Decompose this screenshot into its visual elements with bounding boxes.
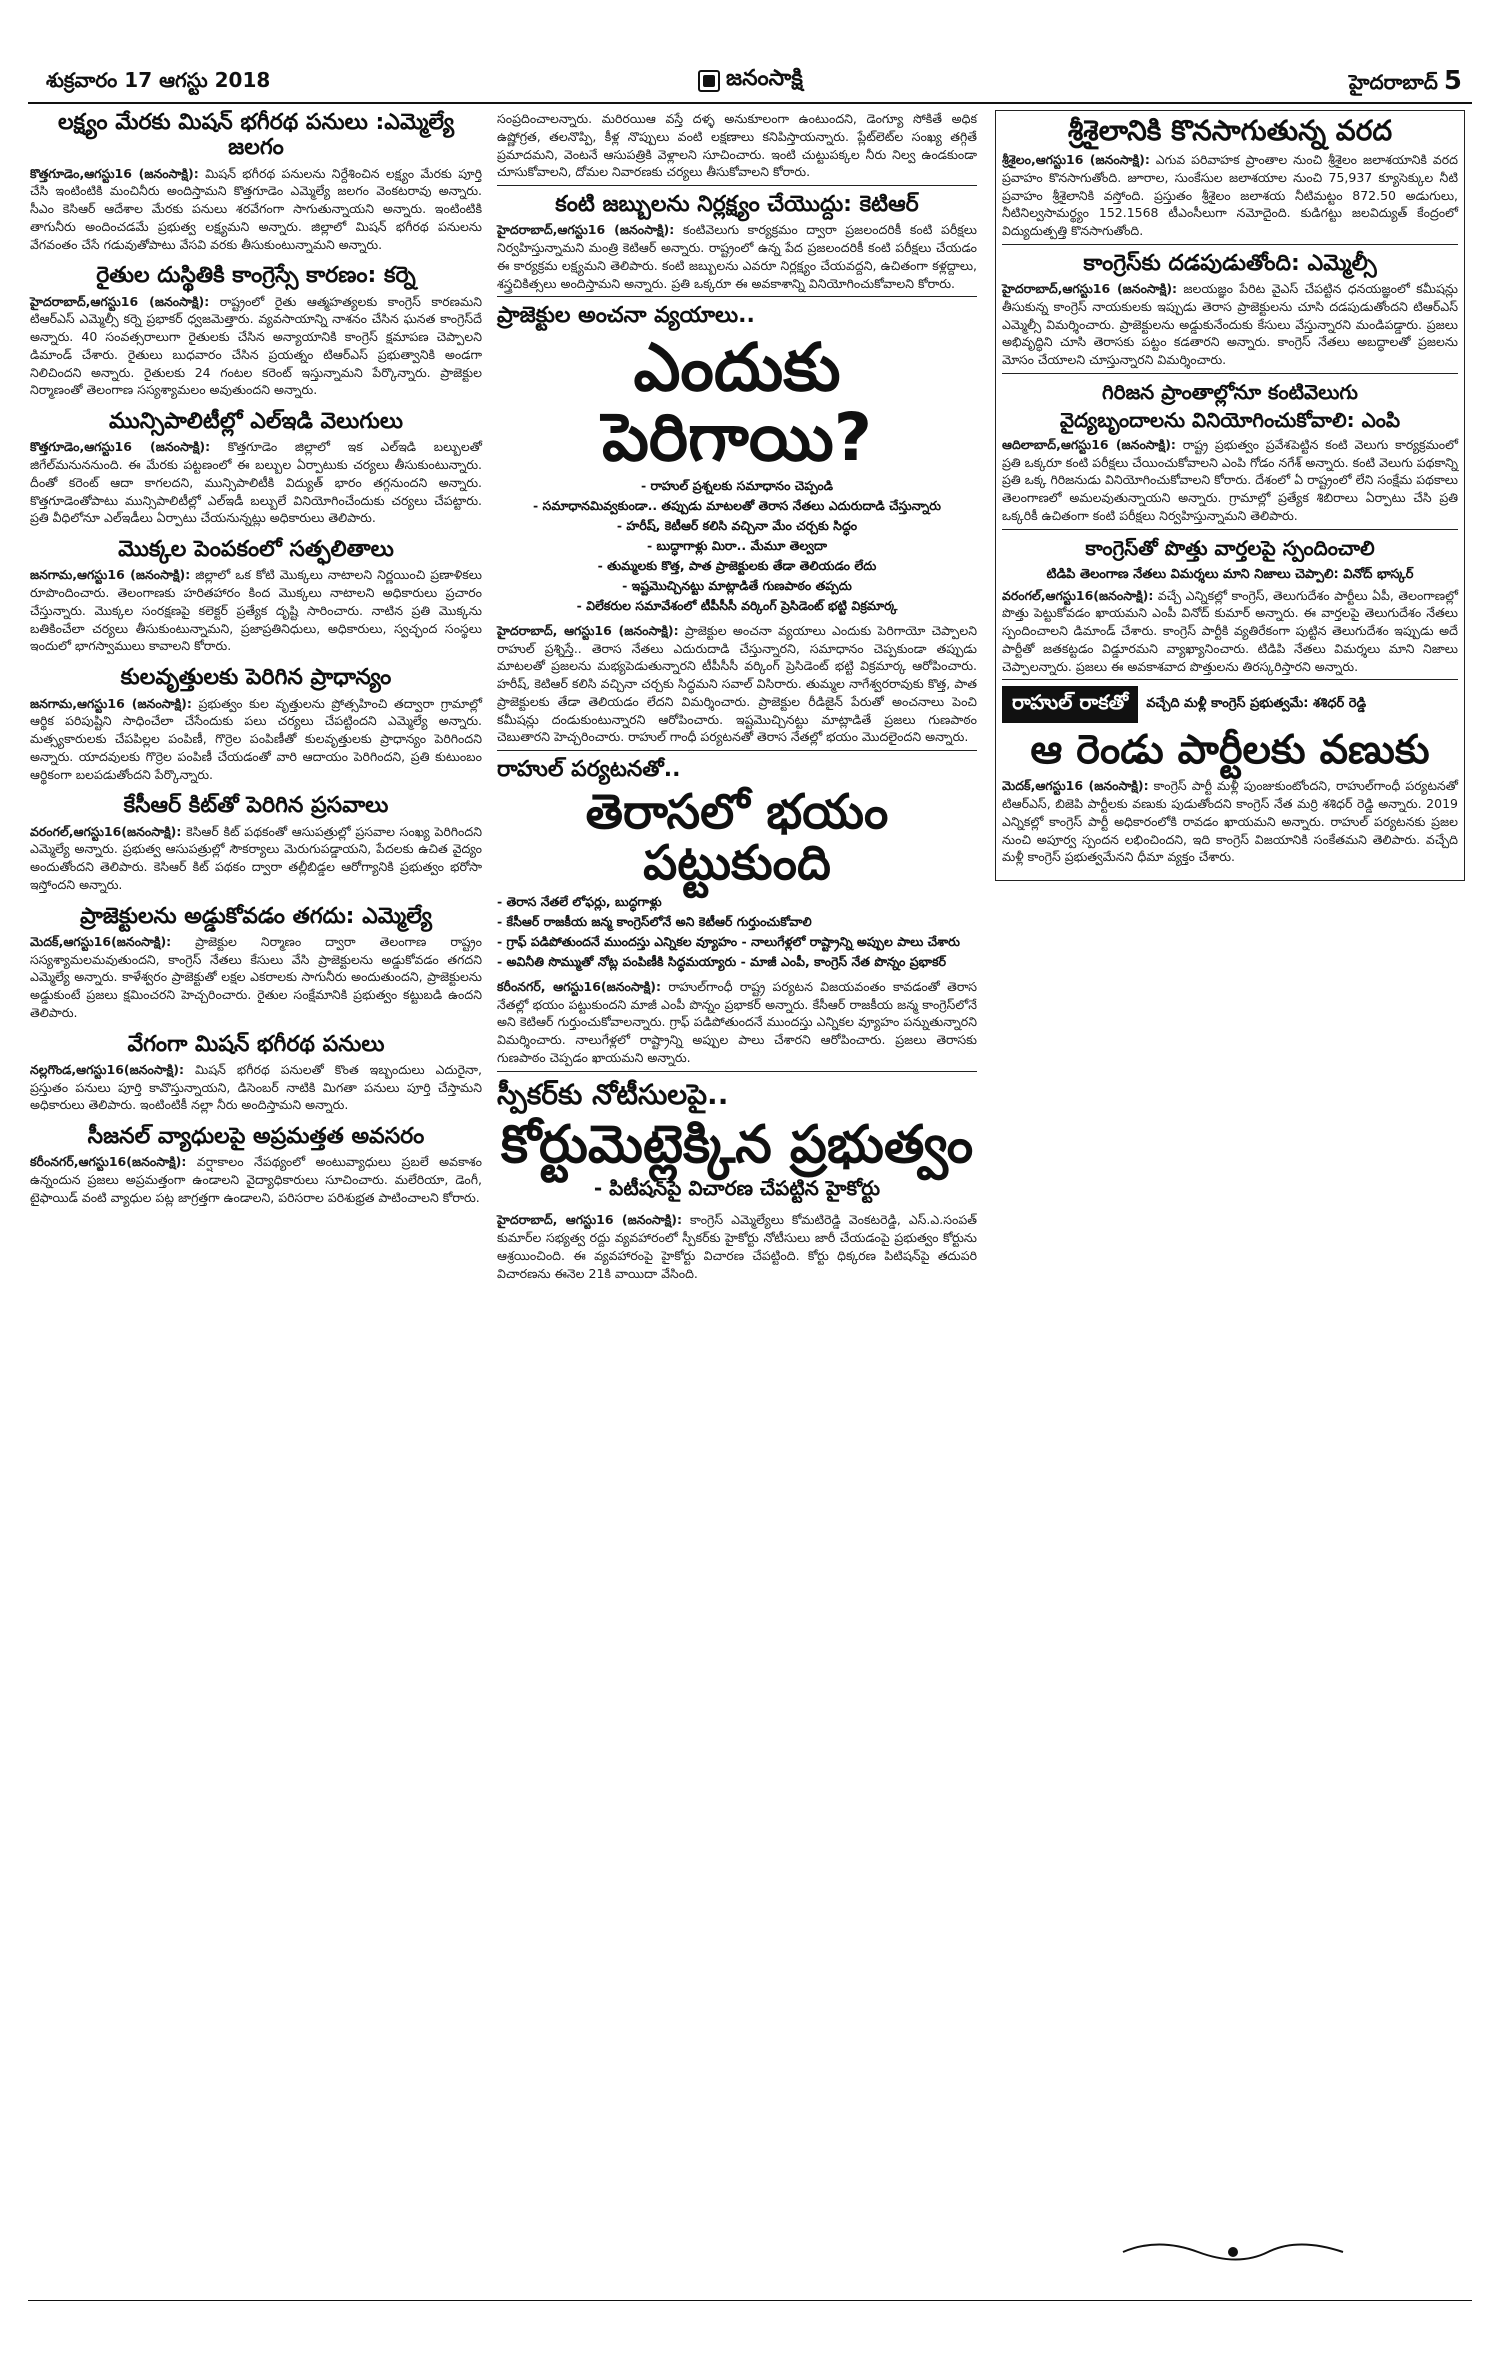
dateline: కరీంనగర్‌,ఆగస్టు16(జనంసాక్షి): [30,1154,187,1170]
kicker: స్పీకర్‌కు నోటీసులపై.. [497,1077,729,1111]
article-text: ప్రాజెక్టుల నిర్మాణం ద్వారా తెలంగాణ రాష్ట్రం సస్యశ్యామలమవుతుందని, కాంగ్రెస్‌ నేతలు కేసులు వేసి ప్రాజెక్టులను అడ్డుకోవడం తగదని ఎమ్మెల్యే అన్నారు. కాళేశ్వరం ప్రాజెక్టుతో లక్షల ఎకరాలకు సాగునీరు అందుతుందని, ప్రాజెక్టులను అడ్డుకుంటే ప్రజలు క్షమించరని హెచ్చరించారు. రైతుల సంక్షేమానికి ప్రభుత్వం కట్టుబడి ఉందని తెలిపారు. [30,933,482,1020]
article-continued [497,110,977,186]
article-body [30,933,482,1022]
dateline: జనగామ,ఆగస్టు16 (జనంసాక్షి): [30,567,191,583]
article-body [30,165,482,254]
article-kantivelugu [1002,380,1458,530]
bullet: - తుమ్మలకు కొత్త, పాత ప్రాజెక్టులకు తేడా తెలియడం లేదు [597,557,877,573]
article-text: వర్షాకాలం నేపథ్యంలో అంటువ్యాధులు ప్రబలే అవకాశం ఉన్నందున ప్రజలు అప్రమత్తంగా ఉండాలని వైద్యాధికారులు సూచించారు. మలేరియా, డెంగీ, టైఫాయిడ్‌ వంటి వ్యాధుల పట్ల జాగ్రత్తగా ఉండాలని, పరిసరాల పరిశుభ్రత పాటించాలని కోరారు. [30,1154,482,1205]
article-body [497,221,977,292]
headline: ఎందుకు పెరిగాయి? [601,329,872,476]
dateline: హైదరాబాద్‌, ఆగస్టు16 (జనంసాక్షి): [497,1212,682,1228]
headline: కోర్టుమెట్లెక్కిన ప్రభుత్వం [500,1114,974,1175]
dateline: హైదరాబాద్‌,ఆగస్టు16 (జనంసాక్షి): [1002,281,1178,297]
article-text: ప్రభుత్వం కుల వృత్తులను ప్రోత్సహించి తద్వారా గ్రామాల్లో ఆర్థిక పరిపుష్టిని సాధించేలా చేసేందుకు పలు చర్యలు చేపట్టిందని ఎమ్మెల్యే అన్నారు. మత్స్యకారులకు చేపపిల్లల పంపిణీ, గొర్రెల పంపిణీతో కులవృత్తులకు ప్రాధాన్యం పెరిగిందని అన్నారు. యాదవులకు గొర్రెల పంపిణీ చేయడంతో వారి ఆదాయం పెరిగిందని, ప్రతి కుటుంబం ఆర్థికంగా బలపడుతోందని పేర్కొన్నారు. [30,695,482,782]
article-text: ఎగువ పరివాహక ప్రాంతాల నుంచి శ్రీశైలం జలాశయానికి వరద ప్రవాహం కొనసాగుతోంది. జూరాల, సుంకేసుల జలాశయాల నుంచి 75,937 క్యూసెక్కుల నీటి ప్రవాహం శ్రీశైలానికి వస్తోంది. ప్రస్తుతం శ్రీశైలం జలాశయ నీటిమట్టం 872.50 అడుగులు, నీటినిల్వసామర్థ్యం 152.1568 టీఎంసీలుగా నమోదైంది. కుడిగట్టు జలవిద్యుత్‌ కేంద్రంలో విద్యుదుత్పత్తి కొనసాగుతోంది. [1002,152,1458,239]
bullet-list [497,892,977,972]
article-text: కెసిఆర్‌ కిట్‌ పథకంతో ఆసుపత్రుల్లో ప్రసవాల సంఖ్య పెరిగిందని ఎమ్మెల్యే అన్నారు. ప్రభుత్వ ఆసుపత్రుల్లో సౌకర్యాలు మెరుగుపడ్డాయని, పేదలకు ఉచిత వైద్యం అందుతోందని తెలిపారు. కెసిఆర్‌ కిట్‌ పథకం ద్వారా తల్లీబిడ్డల ఆరోగ్యానికి ప్రభుత్వం భరోసా ఇస్తోందని అన్నారు. [30,823,482,892]
article-led [30,409,482,527]
rahul-header [1002,686,1458,723]
article-body [30,1061,482,1114]
bullet: - కేసీఆర్‌ రాజకీయ జన్మ కాంగ్రెస్‌లోనే అని కెటీఆర్‌ గుర్తుంచుకోవాలి [497,913,812,929]
article-body [30,695,482,784]
article-body [1002,436,1458,525]
headline: ప్రాజెక్టులను అడ్డుకోవడం తగదు: ఎమ్మెల్యే [80,903,432,929]
headline: తెరాసలో భయం పట్టుకుంది [585,784,889,891]
kicker: రాహుల్‌ పర్యటనతో.. [497,757,681,783]
bullet: - విలేకరుల సమావేశంలో టీపీసీసీ వర్కింగ్‌ ప్రెసిడెంట్‌ భట్టి విక్రమార్క [576,597,898,613]
logo-text: జనంసాక్షి [726,66,803,91]
bullet-list [497,476,977,616]
headline: కాంగ్రెస్‌కు దడపుడుతోంది: ఎమ్మెల్సీ [1083,250,1377,276]
dateline: వరంగల్‌,ఆగస్టు16(జనంసాక్షి): [1002,587,1154,603]
headline: సీజనల్‌ వ్యాధులపై అప్రమత్తత అవసరం [87,1124,425,1150]
edition-city [1349,66,1462,99]
page-number: 5 [1443,66,1462,96]
dateline: వరంగల్‌,ఆగస్టు16(జనంసాక్షి): [30,823,182,839]
bullet: - తెరాస నేతలే లోఫర్లు, బుద్ధగాళ్లు [497,893,662,909]
article-plantation [30,537,482,655]
column-middle [497,110,977,1292]
article-alliance [1002,536,1458,681]
masthead [28,60,1472,104]
dateline: ఆదిలాబాద్‌,ఆగస్టు16 (జనంసాక్షి): [1002,436,1176,452]
article-rahul-visit [1002,686,1458,866]
dateline: హైదరాబాద్‌,ఆగస్టు16 (జనంసాక్షి): [30,293,210,309]
dateline: మెదక్‌,ఆగస్టు16(జనంసాక్షి): [30,933,172,949]
dateline: శ్రీశైలం,ఆగస్టు16 (జనంసాక్షి): [1002,152,1150,168]
article-body [1002,587,1458,676]
article-body [30,1153,482,1206]
subheadline: వచ్చేది మళ్లీ కాంగ్రెస్‌ ప్రభుత్వమే: శశిధర్‌ రెడ్డి [1146,695,1367,711]
newspaper-logo [698,66,803,96]
article-caste-occupations [30,665,482,783]
bullet: - గ్రాఫ్‌ పడిపోతుందనే ముందస్తు ఎన్నికల వ్యూహం - నాలుగేళ్లలో రాష్ట్రాన్ని అప్పుల పాలు చేశారు [497,933,960,949]
article-body [30,438,482,527]
article-text: ప్రాజెక్టుల అంచనా వ్యయాలు ఎందుకు పెరిగాయో చెప్పాలని రాహుల్‌ ప్రశ్నిస్తే.. తెరాస నేతలు ఎదురుదాడి చేస్తున్నారని, సమాధానం చెప్పకుండా తప్పుడు మాటలతో ప్రజలను మభ్యపెడుతున్నారని టీపీసీసీ వర్కింగ్‌ ప్రెసిడెంట్‌ భట్టి విక్రమార్క ఆరోపించారు. హరీష్‌, కెటిఆర్‌ కలిసి వచ్చినా చర్చకు సిద్ధమని సవాల్‌ విసిరారు. తుమ్మల నాగేశ్వరరావుకు కొత్త, పాత ప్రాజెక్టులకు తేడా తెలియడం లేదని విమర్శించారు. ప్రాజెక్టుల రీడిజైన్‌ పేరుతో అంచనాలు పెంచి కమీషన్లు దండుకుంటున్నారని ఆరోపించారు. ఇష్టమొచ్చినట్టు మాట్లాడితే ప్రజలు గుణపాఠం చెబుతారని హెచ్చరించారు. రాహుల్‌ గాంధీ పర్యటనతో తెరాస నేతల్లో భయం మొదలైందని అన్నారు. [497,622,977,745]
dateline: హైదరాబాద్‌, ఆగస్టు16 (జనంసాక్షి): [497,622,679,638]
article-text: మిషన్‌ భగీరథ పనులతో కొంత ఇబ్బందులు ఎదురైనా, ప్రస్తుతం పనులు పూర్తి కావొస్తున్నాయని, డిసెంబర్‌ నాటికి మిగతా పనులు పూర్తి చేస్తామని అధికారులు తెలిపారు. ఇంటింటికీ నల్లా నీరు అందిస్తామని అన్నారు. [30,1061,482,1113]
article-body [497,622,977,746]
article-project-costs [497,303,977,751]
headline: వైద్యబృందాలను వినియోగించుకోవాలి: ఎంపి [1059,407,1401,432]
bullet: - రాహుల్‌ ప్రశ్నలకు సమాధానం చెప్పండి [641,477,833,493]
headline: కేసీఆర్‌ కిట్‌తో పెరిగిన ప్రసవాలు [123,793,389,819]
article-farmers [30,263,482,399]
dateline: కరీంనగర్‌, ఆగస్టు16(జనంసాక్షి): [497,978,662,994]
article-text: కాంగ్రెస్‌ ఎమ్మెల్యేలు కోమటిరెడ్డి వెంకటరెడ్డి, ఎస్‌.ఎ.సంపత్‌ కుమార్‌ల సభ్యత్వ రద్దు వ్యవహారంలో స్పీకర్‌కు హైకోర్టు నోటీసులు జారీ చేయడంపై ప్రభుత్వం కోర్టును ఆశ్రయించింది. ఈ వ్యవహారంపై హైకోర్టు విచారణ చేపట్టింది. కోర్టు ధిక్కరణ పిటిషన్‌పై తదుపరి విచారణను ఈనెల 21కి వాయిదా వేసింది. [497,1212,977,1281]
headline: మొక్కల పెంపకంలో సత్ఫలితాలు [118,537,394,563]
headline: టిడిపి తెలంగాణ నేతలు విమర్శలు మాని నిజాలు చెప్పాలి: వినోద్‌ భాస్కర్‌ [1046,566,1414,582]
article-bhagiratha-speed [30,1032,482,1115]
inverse-label: రాహుల్‌ రాకతో [1002,686,1138,723]
article-court [497,1078,977,1283]
article-body [497,1211,977,1282]
article-text: కంటివెలుగు కార్యక్రమం ద్వారా ప్రజలందరికీ కంటి పరీక్షలు నిర్వహిస్తున్నామని మంత్రి కెటిఆర్‌ అన్నారు. రాష్ట్రంలో ఉన్న పేద ప్రజలందరికీ కంటి పరీక్షలు చేయడం ఈ కార్యక్రమ లక్ష్యమని తెలిపారు. కంటి జబ్బులను ఎవరూ నిర్లక్ష్యం చేయవద్దని, ఉచితంగా కళ్లద్దాలు, శస్త్రచికిత్సలు అందిస్తామని అన్నారు. ప్రతి ఒక్కరూ ఈ అవకాశాన్ని వినియోగించుకోవాలని కోరారు. [497,222,977,291]
article-text: కాంగ్రెస్‌ పార్టీ మళ్లీ పుంజుకుంటోందని, రాహుల్‌గాంధీ పర్యటనతో టిఆర్‌ఎస్‌, బిజెపి పార్టీలకు వణుకు పుడుతోందని కాంగ్రెస్‌ నేత మర్రి శశిధర్‌ రెడ్డి అన్నారు. 2019 ఎన్నికల్లో కాంగ్రెస్‌ పార్టీ అధికారంలోకి రావడం ఖాయమని అన్నారు. రాహుల్‌ పర్యటనకు ప్రజల నుంచి అపూర్వ స్పందన లభించిందని, ఇది కాంగ్రెస్‌ విజయానికి సంకేతమని తెలిపారు. వచ్చేది మళ్లీ కాంగ్రెస్‌ ప్రభుత్వమేనని ధీమా వ్యక్తం చేశారు. [1002,778,1458,865]
dateline: కొత్తగూడెం,ఆగస్టు16 (జనంసాక్షి): [30,439,211,455]
article-text: రాహుల్‌గాంధీ రాష్ట్ర పర్యటన విజయవంతం కావడంతో తెరాస నేతల్లో భయం పట్టుకుందని మాజీ ఎంపీ పొన్నం ప్రభాకర్‌ అన్నారు. కేసీఆర్‌ రాజకీయ జన్మ కాంగ్రెస్‌లోనే అని కెటిఆర్‌ గుర్తుంచుకోవాలన్నారు. గ్రాఫ్‌ పడిపోతుందనే ముందస్తు ఎన్నికల వ్యూహం పన్నుతున్నారని విమర్శించారు. నాలుగేళ్లలో రాష్ట్రాన్ని అప్పుల పాలు చేశారని ఆరోపించారు. ప్రజలు తెరాసకు గుణపాఠం చెప్పడం ఖాయమని అన్నారు. [497,978,978,1065]
headline: కంటి జబ్బులను నిర్లక్ష్యం చేయొద్దు: కెటిఆర్‌ [555,192,919,217]
article-body [1002,280,1458,369]
kicker: ప్రాజెక్టుల అంచనా వ్యయాలు.. [497,303,755,329]
footer-rule [28,2300,1472,2301]
article-ktr [497,192,977,297]
article-rahul-trs [497,757,977,1072]
article-congress-fear [1002,251,1458,374]
column-right [995,110,1465,881]
bullet: - బుద్ధాగాళ్లు మిరా.. మేమూ తెల్వదా [647,537,827,553]
logo-icon [698,70,720,92]
article-body [497,978,977,1067]
article-text: రాష్ట్ర ప్రభుత్వం ప్రవేశపెట్టిన కంటి వెలుగు కార్యక్రమంలో ప్రతి ఒక్కరూ కంటి పరీక్షలు చేయించుకోవాలని ఎంపి గోడం నగేశ్‌ అన్నారు. కంటి వెలుగు పథకాన్ని ప్రతి ఒక్క గిరిజనుడు వినియోగించుకోవాలని కోరారు. దేశంలో ఏ రాష్ట్రంలో లేని సంక్షేమ పథకాలు తెలంగాణలో అమలవుతున్నాయని అన్నారు. గ్రామాల్లో ప్రత్యేక శిబిరాలు ఏర్పాటు చేసి ప్రతి ఒక్కరికీ ఉచితంగా కంటి పరీక్షలు నిర్వహిస్తున్నామని తెలిపారు. [1002,436,1458,523]
headline: మున్సిపాలిటీల్లో ఎల్‌ఇడి వెలుగులు [108,409,404,435]
headline: రైతుల దుస్థితికి కాంగ్రెస్సే కారణం: కర్నె [96,263,416,289]
article-text: కొత్తగూడెం జిల్లాలో ఇక ఎల్‌ఇడి బల్బులతో జిగేల్‌మనుననుంది. ఈ మేరకు పట్టణంలో ఈ బల్బుల ఏర్పాటుకు చర్యలు తీసుకుంటున్నారు. దీంతో కరెంట్‌ ఆదా కాగలదని, మున్సిపాలిటీకి విద్యుత్‌ భారం తగ్గనుందని అన్నారు. కొత్తగూడెంతోపాటు మున్సిపాలిటీల్లో ఎల్‌ఇడీ బల్బులే వినియోగించేందుకు చర్యలు చేపట్టారు. ప్రతి వీధిలోనూ ఎల్‌ఇడీలు ఏర్పాటు చేయనున్నట్లు అధికారులు తెలిపారు. [30,439,482,526]
headline: కులవృత్తులకు పెరిగిన ప్రాధాన్యం [120,665,392,691]
city-name: హైదరాబాద్ [1348,70,1438,94]
article-text: రాష్ట్రంలో రైతు ఆత్మహత్యలకు కాంగ్రెస్‌ కారణమని టిఆర్‌ఎస్‌ ఎమ్మెల్సీ కర్నె ప్రభాకర్‌ ధ్వజమెత్తారు. వ్యవసాయాన్ని నాశనం చేసిన ఘనత కాంగ్రెస్‌దే అన్నారు. 40 సంవత్సరాలుగా రైతులకు చేసిన అన్యాయానికి కాంగ్రెస్‌ క్షమాపణ చెప్పాలని డిమాండ్‌ చేశారు. రైతులు బుధవారం చేసిన ప్రయత్నం టిఆర్‌ఎస్‌ ప్రభుత్వానికి అండగా నిలిచిందని అన్నారు. రైతులకు 24 గంటల కరెంట్‌ ఇస్తున్నామని పేర్కొన్నారు. ప్రాజెక్టుల నిర్మాణంతో తెలంగాణ సస్యశ్యామలం అవుతుందని అన్నారు. [30,293,482,398]
headline: వేగంగా మిషన్‌ భగీరథ పనులు [127,1031,385,1057]
article-text: మిషన్‌ భగీరథ పనులను నిర్దేశించిన లక్ష్యం మేరకు పూర్తి చేసి ఇంటింటికి మంచినీరు అందిస్తామని కొత్తగూడెం ఎమ్మెల్యే జలగం వెంకటరావు అన్నారు. సీఎం కెసిఆర్‌ ఆదేశాల మేరకు పనులు శరవేగంగా సాగుతున్నాయని అన్నారు. ఇంటింటికి తాగునీరు అందించడమే ప్రభుత్వ లక్ష్యమని అన్నారు. జిల్లాలో మిషన్‌ భగీరథ పనులను వేగవంతం చేసే గడువుతోపాటు వేసవి వరకు తీసుకుంటున్నామని అన్నారు. [30,165,482,252]
kicker: కాంగ్రెస్‌తో పొత్తు వార్తలపై స్పందించాలి [1085,535,1375,560]
subheadline: - పిటీషన్‌పై విచారణ చేపట్టిన హైకోర్టు [593,1176,881,1201]
article-body [30,823,482,894]
ornament-divider-icon [1118,2235,1348,2269]
dateline: హైదరాబాద్‌,ఆగస్టు16 (జనంసాక్షి): [497,222,675,238]
article-text: జలయజ్ఞం పేరిట వైఎస్‌ చేపట్టిన ధనయజ్ఞంలో కమీషన్లు తీసుకున్న కాంగ్రెస్‌ నాయకులకు ఇప్పుడు తెరాస ప్రాజెక్టులను చూసి దడపుడుతోందని టిఆర్‌ఎస్‌ ఎమ్మెల్సీ విమర్శించారు. ప్రాజెక్టులను అడ్డుకునేందుకు కేసులు వేస్తున్నారని మండిపడ్డారు. ప్రజలు అభివృద్ధిని చూసి తెరాసకు పట్టం కడతారని అన్నారు. కాంగ్రెస్‌ నేతలు అబద్ధాలతో ప్రజలను మోసం చేయాలని చూస్తున్నారని విమర్శించారు. [1002,281,1458,368]
dateline: మెదక్‌,ఆగస్టు16 (జనంసాక్షి): [1002,778,1149,794]
dateline: కొత్తగూడెం,ఆగస్టు16 (జనంసాక్షి): [30,165,199,181]
article-text: వచ్చే ఎన్నికల్లో కాంగ్రెస్‌, తెలుగుదేశం పార్టీలు ఏపీ, తెలంగాణల్లో పొత్తు పెట్టుకోవడం ఖాయమని ఎంపీ వినోద్‌ కుమార్‌ అన్నారు. ఈ వార్తలపై తెలుగుదేశం నేతలు స్పందించాలని డిమాండ్‌ చేశారు. కాంగ్రెస్‌ పార్టీకి వ్యతిరేకంగా పుట్టిన తెలుగుదేశం ఇప్పుడు అదే పార్టీతో జతకట్టడం విడ్డూరమని వ్యాఖ్యానించారు. టిడిపి నేతలు విమర్శలు మాని నిజాలు చెప్పాలన్నారు. ప్రజలు ఈ అవకాశవాద పొత్తులను తిరస్కరిస్తారని అన్నారు. [1002,587,1458,674]
article-body [30,293,482,400]
article-body: సంప్రదించాలన్నారు. మరిరయిఆ వస్తే దళ్ళ అనుకూలంగా ఉంటుందని, డెంగ్యూ సోకితే అధిక ఉష్ణోగ్రత, తలనొప్పి, కీళ్ల నొప్పులు వంటి లక్షణాలు కనిపిస్తాయన్నారు. ప్లేట్‌లెట్‌ల సంఖ్య తగ్గితే ప్రమాదమని, వెంటనే ఆసుపత్రికి వెళ్లాలని సూచించారు. ఇంటి చుట్టుపక్కల నీరు నిల్వ ఉండకుండా చూసుకోవాలని, దోమల నివారణకు చర్యలు తీసుకోవాలని కోరారు. [497,111,977,180]
article-body [30,566,482,655]
article-text: జిల్లాలో ఒక కోటి మొక్కలు నాటాలని నిర్ణయించి ప్రణాళికలు రూపొందించారు. తెలంగాణకు హరితహారం కింద మొక్కలు నాటాలని అధికారులు ప్రచారం చేస్తున్నారు. మొక్కల సంరక్షణపై కలెక్టర్‌ ప్రత్యేక దృష్టి సారించారు. నాటిన ప్రతి మొక్కను బతికించేలా చర్యలు తీసుకుంటున్నామని, ప్రజాప్రతినిధులు, అధికారులు, స్వచ్ఛంద సంస్థలు ఇందులో భాగస్వాములు కావాలని కోరారు. [30,567,482,654]
boxed-section [995,110,1465,881]
article-body [1002,151,1458,240]
bullet: - అవినీతి సొమ్ముతో నోట్ల పంపిణీకి సిద్ధమయ్యారు - మాజీ ఎంపీ, కాంగ్రెస్‌ నేత పొన్నం ప్రభాకర్‌ [497,953,947,969]
article-mission-bhagiratha [30,110,482,253]
article-body [1002,777,1458,866]
issue-date: శుక్రవారం 17 ఆగస్టు 2018 [46,68,271,92]
article-srisailam [1002,115,1458,245]
bullet: - సమాధానమివ్వకుండా.. తప్పుడు మాటలతో తెరాస నేతలు ఎదురుదాడి చేస్తున్నారు [533,497,941,513]
headline: శ్రీశైలానికి కొనసాగుతున్న వరద [1067,114,1393,147]
bullet: - హరీష్‌, కెటీఆర్‌ కలిసి వచ్చినా మేం చర్చకు సిద్ధం [616,517,858,533]
column-left [30,110,482,1217]
kicker: గిరిజన ప్రాంతాల్లోనూ కంటివెలుగు [1102,379,1358,404]
article-seasonal-diseases [30,1124,482,1207]
article-kcr-kit [30,793,482,893]
dateline: నల్లగొండ,ఆగస్టు16(జనంసాక్షి): [30,1061,184,1077]
headline: ఆ రెండు పార్టీలకు వణుకు [1030,727,1430,774]
dateline: జనగామ,ఆగస్టు16 (జనంసాక్షి): [30,695,192,711]
bullet: - ఇష్టమొచ్చినట్టు మాట్లాడితే గుణపాఠం తప్పదు [622,577,852,593]
headline: లక్ష్యం మేరకు మిషన్‌ భగీరథ పనులు :ఎమ్మెల్యే జలగం [57,110,455,161]
article-projects-mla [30,904,482,1022]
